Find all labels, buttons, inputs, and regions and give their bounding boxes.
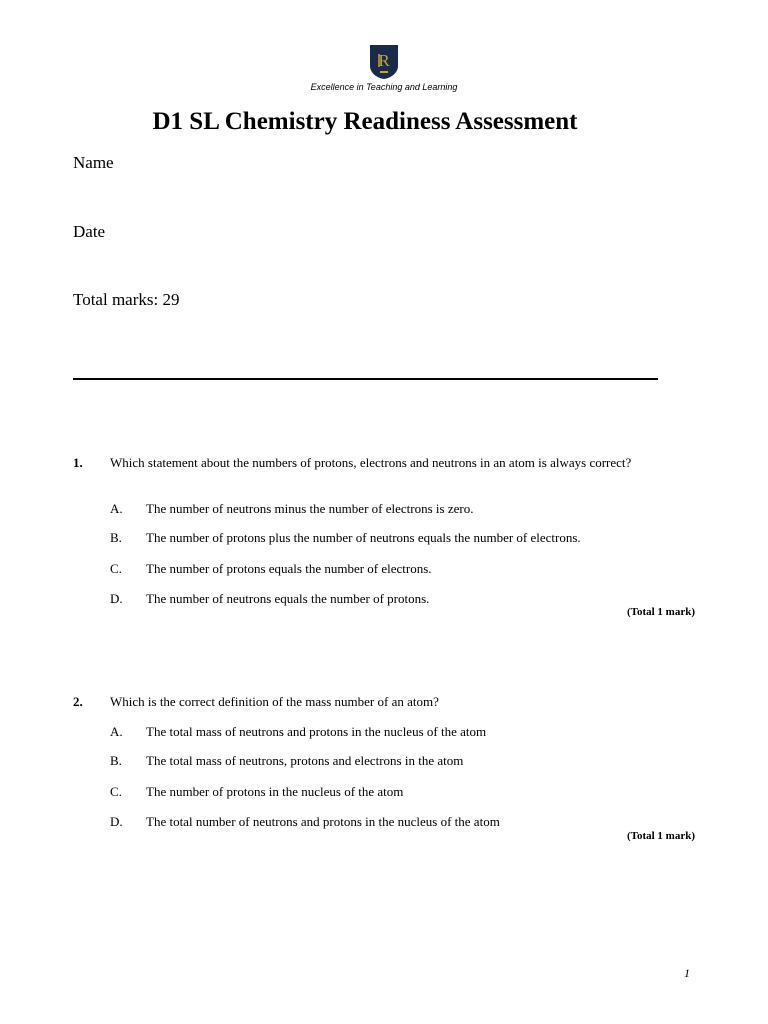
option-letter: A. — [110, 501, 123, 516]
option-letter: D. — [110, 591, 123, 606]
question-text: Which statement about the numbers of protons, electrons and neutrons in an atom is always correct? — [110, 455, 632, 470]
option-c — [110, 561, 695, 577]
option-text: The number of protons equals the number of electrons. — [146, 561, 432, 576]
page-number: 1 — [684, 966, 690, 980]
shield-icon — [369, 44, 399, 80]
question-text: Which is the correct definition of the mass number of an atom? — [110, 694, 439, 709]
svg-text:R: R — [378, 51, 390, 70]
name-label: Name — [73, 153, 114, 172]
question-number: 1. — [73, 455, 83, 470]
school-tagline: Excellence in Teaching and Learning — [310, 82, 458, 92]
total-marks: Total marks: 29 — [73, 290, 180, 309]
header-divider — [73, 378, 658, 380]
option-text: The total mass of neutrons, protons and electrons in the atom — [146, 753, 464, 768]
option-a — [110, 724, 695, 740]
option-letter: B. — [110, 530, 122, 545]
option-c — [110, 784, 695, 800]
option-text: The total mass of neutrons and protons in the nucleus of the atom — [146, 724, 487, 739]
option-letter: A. — [110, 724, 123, 739]
option-text: The total number of neutrons and protons in the nucleus of the atom — [146, 814, 500, 829]
option-text: The number of protons plus the number of neutrons equals the number of electrons. — [146, 530, 581, 545]
question-number: 2. — [73, 694, 83, 709]
option-text: The number of neutrons minus the number of electrons is zero. — [146, 501, 474, 516]
option-letter: C. — [110, 784, 122, 799]
question-2 — [73, 694, 695, 854]
option-b — [110, 753, 695, 769]
option-text: The number of protons in the nucleus of the atom — [146, 784, 404, 799]
option-b — [110, 530, 695, 546]
option-letter: D. — [110, 814, 123, 829]
option-d — [110, 814, 695, 830]
option-text: The number of neutrons equals the number of protons. — [146, 591, 430, 606]
school-logo — [369, 44, 399, 80]
question-total-marks: (Total 1 mark) — [626, 606, 695, 618]
page-title: D1 SL Chemistry Readiness Assessment — [152, 108, 578, 135]
question-total-marks: (Total 1 mark) — [626, 830, 695, 842]
option-d — [110, 591, 695, 607]
option-letter: C. — [110, 561, 122, 576]
date-label: Date — [73, 222, 106, 241]
option-letter: B. — [110, 753, 122, 768]
option-a — [110, 501, 695, 517]
question-1 — [73, 455, 695, 625]
